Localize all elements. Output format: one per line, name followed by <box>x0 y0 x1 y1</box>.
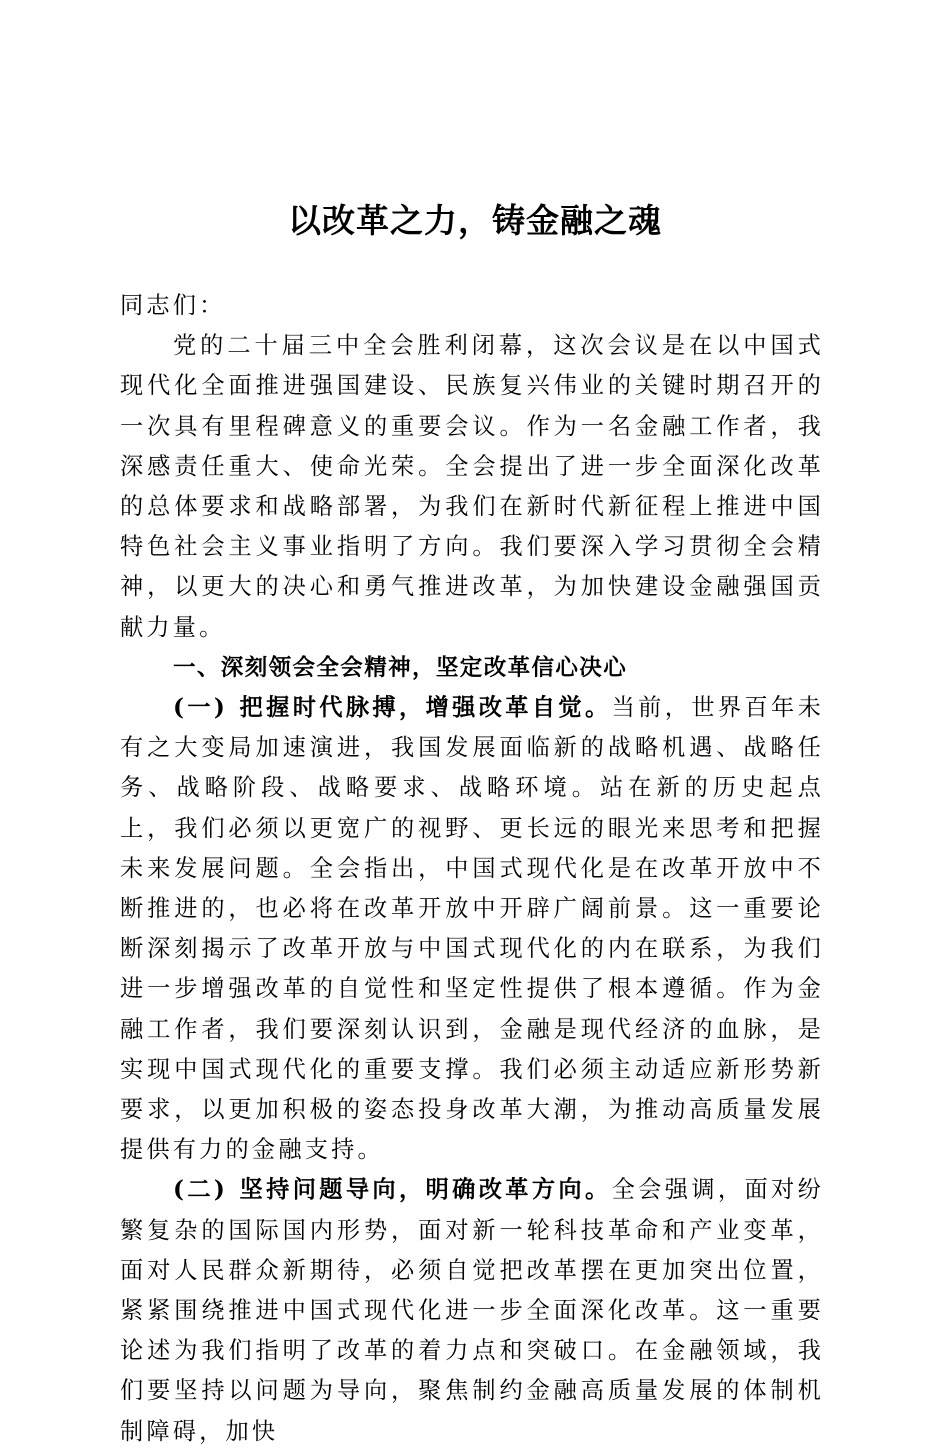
section-heading-1: 一、深刻领会全会精神，坚定改革信心决心 <box>173 654 628 681</box>
paragraph-2-lead: (二) 坚持问题导向，明确改革方向。 <box>173 1176 612 1204</box>
document-body <box>120 286 824 1452</box>
paragraph-1-lead: (一) 把握时代脉搏，增强改革自觉。 <box>173 694 612 722</box>
salutation: 同志们： <box>120 292 226 319</box>
paragraph-2-text: 全会强调，面对纷繁复杂的国际国内形势，面对新一轮科技革命和产业变革，面对人民群众新期待，必须自觉把改革摆在更加突出位置，紧紧围绕推进中国式现代化进一步全面深化改革。这一重要论述为我们指明了改革的着力点和突破口。在金融领域，我们要坚持以问题为导向，聚焦制约金融高质量发展的体制机制障碍，加快 <box>120 1176 824 1445</box>
paragraph-1 <box>120 688 824 1170</box>
paragraph-2 <box>120 1170 824 1451</box>
document-title: 以改革之力，铸金融之魂 <box>288 201 662 240</box>
paragraph-1-text: 当前，世界百年未有之大变局加速演进，我国发展面临新的战略机遇、战略任务、战略阶段、战略要求、战略环境。站在新的历史起点上，我们必须以更宽广的视野、更长远的眼光来思考和把握未来发展问题。全会指出，中国式现代化是在改革开放中不断推进的，也必将在改革开放中开辟广阔前景。这一重要论断深刻揭示了改革开放与中国式现代化的内在联系，为我们进一步增强改革的自觉性和坚定性提供了根本遵循。作为金融工作者，我们要深刻认识到，金融是现代经济的血脉，是实现中国式现代化的重要支撑。我们必须主动适应新形势新要求，以更加积极的姿态投身改革大潮，为推动高质量发展提供有力的金融支持。 <box>120 694 824 1164</box>
intro-paragraph: 党的二十届三中全会胜利闭幕，这次会议是在以中国式现代化全面推进强国建设、民族复兴伟业的关键时期召开的一次具有里程碑意义的重要会议。作为一名金融工作者，我深感责任重大、使命光荣。全会提出了进一步全面深化改革的总体要求和战略部署，为我们在新时代新征程上推进中国特色社会主义事业指明了方向。我们要深入学习贯彻全会精神，以更大的决心和勇气推进改革，为加快建设金融强国贡献力量。 <box>120 332 824 641</box>
